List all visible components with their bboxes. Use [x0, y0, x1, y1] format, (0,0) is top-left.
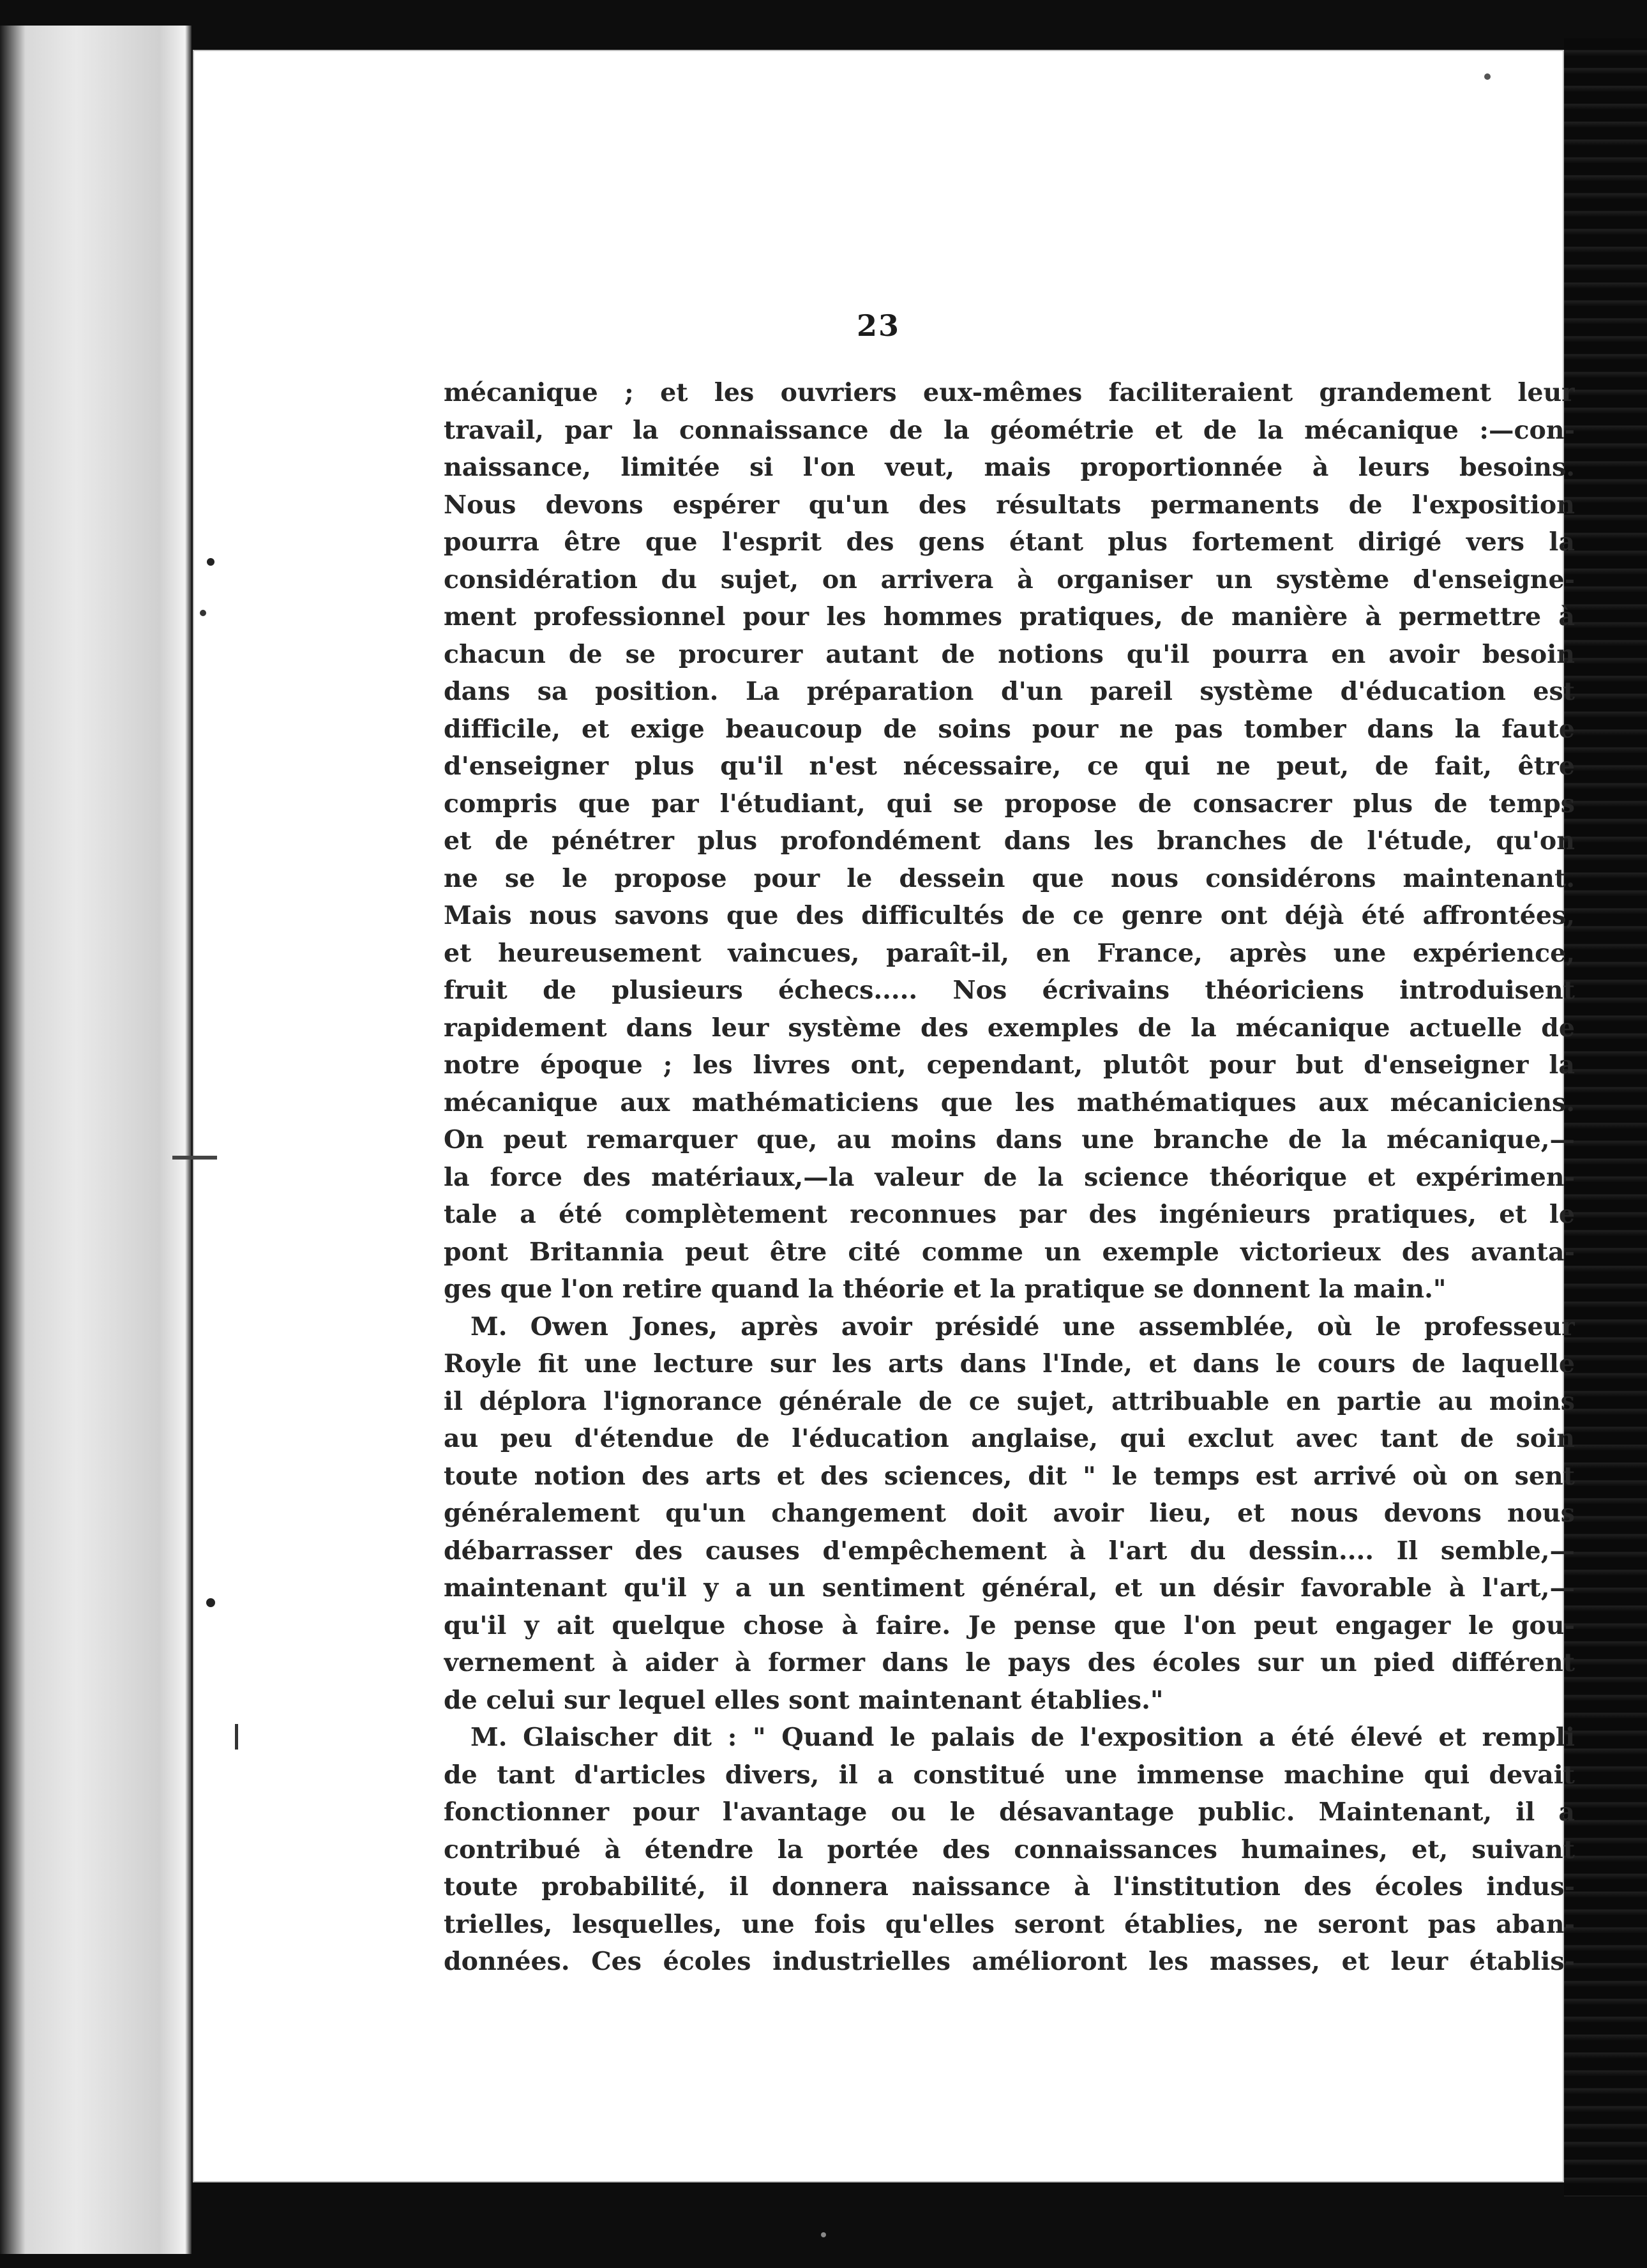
- text-line: Royle fit une lecture sur les arts dans l'Inde, et dans le cours de laquelle: [444, 1349, 1575, 1379]
- text-line: pourra être que l'esprit des gens étant plus fortement dirigé vers la: [444, 527, 1575, 557]
- text-line: dans sa position. La préparation d'un pareil système d'éducation est: [444, 677, 1575, 706]
- text-line: trielles, lesquelles, une fois qu'elles seront établies, ne seront pas aban-: [444, 1909, 1575, 1939]
- text-line: et de pénétrer plus profondément dans les branches de l'étude, qu'on: [444, 826, 1575, 856]
- text-line: toute probabilité, il donnera naissance à l'institution des écoles indus-: [444, 1872, 1575, 1901]
- text-line: mécanique ; et les ouvriers eux-mêmes faciliteraient grandement leur: [444, 378, 1575, 407]
- page-number: 23: [856, 308, 900, 343]
- text-line: considération du sujet, on arrivera à organiser un système d'enseigne-: [444, 564, 1575, 594]
- text-line: naissance, limitée si l'on veut, mais proportionnée à leurs besoins.: [444, 453, 1575, 482]
- text-line: mécanique aux mathématiciens que les mathématiques aux mécaniciens.: [444, 1087, 1575, 1117]
- text-line: la force des matériaux,—la valeur de la science théorique et expérimen-: [444, 1162, 1575, 1192]
- text-line: fruit de plusieurs échecs..... Nos écrivains théoriciens introduisent: [444, 976, 1575, 1005]
- text-line: maintenant qu'il y a un sentiment général, et un désir favorable à l'art,—: [444, 1573, 1575, 1603]
- text-line: ne se le propose pour le dessein que nous considérons maintenant.: [444, 863, 1575, 893]
- text-line: données. Ces écoles industrielles amélioront les masses, et leur établis-: [444, 1947, 1575, 1976]
- text-line: vernement à aider à former dans le pays des écoles sur un pied différent: [444, 1648, 1575, 1677]
- text-line: fonctionner pour l'avantage ou le désavantage public. Maintenant, il a: [444, 1797, 1575, 1827]
- text-line: ment professionnel pour les hommes pratiques, de manière à permettre à: [444, 602, 1575, 631]
- text-line: qu'il y ait quelque chose à faire. Je pense que l'on peut engager le gou-: [444, 1610, 1575, 1640]
- text-line: au peu d'étendue de l'éducation anglaise, qui exclut avec tant de soin: [444, 1424, 1575, 1453]
- text-line: toute notion des arts et des sciences, dit " le temps est arrivé où on sent: [444, 1461, 1575, 1491]
- text-line: généralement qu'un changement doit avoir lieu, et nous devons nous: [444, 1499, 1575, 1528]
- text-line: notre époque ; les livres ont, cependant, plutôt pour but d'enseigner la: [444, 1050, 1575, 1080]
- text-line: compris que par l'étudiant, qui se propose de consacrer plus de temps: [444, 789, 1575, 819]
- text-line: travail, par la connaissance de la géométrie et de la mécanique :—con-: [444, 415, 1575, 445]
- text-line: et heureusement vaincues, paraît-il, en France, après une expérience,: [444, 938, 1575, 968]
- text-line: ges que l'on retire quand la théorie et la pratique se donnent la main.": [444, 1274, 1447, 1304]
- text-line: tale a été complètement reconnues par des ingénieurs pratiques, et le: [444, 1200, 1575, 1229]
- text-line: M. Owen Jones, après avoir présidé une assemblée, où le professeur: [470, 1312, 1575, 1342]
- text-line: chacun de se procurer autant de notions qu'il pourra en avoir besoin: [444, 639, 1575, 669]
- text-line: Nous devons espérer qu'un des résultats permanents de l'exposition: [444, 490, 1575, 520]
- text-line: M. Glaischer dit : " Quand le palais de l'exposition a été élevé et rempli: [470, 1723, 1575, 1752]
- text-line: rapidement dans leur système des exemples de la mécanique actuelle de: [444, 1013, 1575, 1043]
- text-line: de tant d'articles divers, il a constitué une immense machine qui devait: [444, 1760, 1575, 1790]
- text-line: débarrasser des causes d'empêchement à l'art du dessin.... Il semble,—: [444, 1536, 1575, 1566]
- text-line: d'enseigner plus qu'il n'est nécessaire, ce qui ne peut, de fait, être: [444, 752, 1575, 781]
- text-line: pont Britannia peut être cité comme un exemple victorieux des avanta-: [444, 1237, 1575, 1267]
- text-line: On peut remarquer que, au moins dans une branche de la mécanique,—: [444, 1125, 1575, 1154]
- text-line: Mais nous savons que des difficultés de ce genre ont déjà été affrontées,: [444, 901, 1575, 930]
- text-line: difficile, et exige beaucoup de soins pour ne pas tomber dans la faute: [444, 714, 1575, 744]
- text-line: il déplora l'ignorance générale de ce sujet, attribuable en partie au moins: [444, 1386, 1575, 1416]
- text-line: contribué à étendre la portée des connaissances humaines, et, suivant: [444, 1834, 1575, 1864]
- text-line: de celui sur lequel elles sont maintenant établies.": [444, 1685, 1164, 1715]
